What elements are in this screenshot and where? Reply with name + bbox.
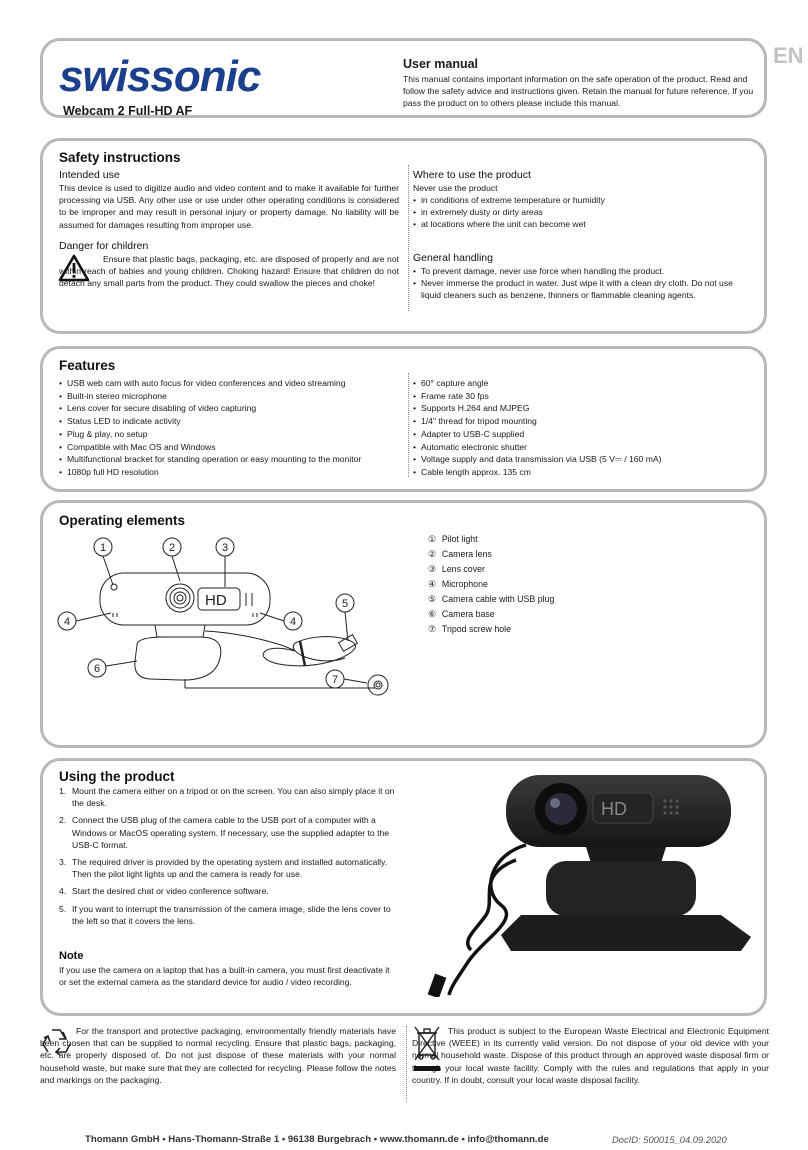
camera-body xyxy=(100,573,270,625)
general-handling-list xyxy=(413,265,753,302)
svg-text:6: 6 xyxy=(93,663,101,675)
list-item: • 1/4" thread for tripod mounting xyxy=(413,415,753,428)
product-name: Webcam 2 Full-HD AF xyxy=(63,104,193,118)
callout-6-icon xyxy=(88,659,137,677)
svg-text:7: 7 xyxy=(331,674,339,686)
list-item: • Cable length approx. 135 cm xyxy=(413,466,753,479)
using-steps xyxy=(59,785,395,932)
swissonic-logo xyxy=(57,53,307,99)
callout-7-icon xyxy=(326,670,367,688)
list-item: • Multifunctional bracket for standing operation or easy mounting to the monitor xyxy=(59,453,404,466)
header-panel xyxy=(40,38,767,118)
svg-text:4: 4 xyxy=(63,616,71,628)
list-item: • Plug & play, no setup xyxy=(59,428,404,441)
danger-children-text: Ensure that plastic bags, packaging, etc. are disposed of properly and are not within reach of babies and young children. Choking hazard! Ensure that children do not detach any small parts from the product. They could swallow the pieces and choke! xyxy=(59,254,399,289)
features-left-list xyxy=(59,377,404,479)
general-handling-heading: General handling xyxy=(413,252,493,264)
svg-text:2: 2 xyxy=(168,542,176,554)
legend-item: ⑤ Camera cable with USB plug xyxy=(428,593,555,604)
list-item: • Frame rate 30 fps xyxy=(413,390,753,403)
list-item: • Never immerse the product in water. Just wipe it with a clean dry cloth. Do not use liquid cleaners such as benzene, thinners or flammable cleaning agents. xyxy=(413,277,753,301)
column-divider xyxy=(406,1026,408,1102)
safety-panel xyxy=(40,138,767,334)
list-item: • in extremely dusty or dirty areas xyxy=(413,206,753,218)
list-item: • Supports H.264 and MJPEG xyxy=(413,402,753,415)
legend-item: ⑦ Tripod screw hole xyxy=(428,623,511,634)
elements-legend xyxy=(428,533,628,638)
operating-title: Operating elements xyxy=(59,513,186,528)
packaging-text: For the transport and protective packaging, environmentally friendly materials have been chosen that can be supplied to normal recycling. Ensure that plastic bags, packaging, etc. are properly disposed of. Do not just dispose of these materials with your normal household waste, but make sure that they are collected for recycling. Please follow the notes and markings on the packaging. xyxy=(40,1026,396,1085)
where-to-use-intro: Never use the product xyxy=(413,183,498,193)
hd-label: HD xyxy=(205,592,227,609)
intended-use-text: This device is used to digitize audio and video content and to make it available for further processing via USB. Any other use or use under other operating conditions is considered to be improper and may result in personal injury or property damage. No liability will be assumed for damages resulting from improper use. xyxy=(59,183,399,230)
manual-title: User manual xyxy=(403,57,479,71)
list-item: • Lens cover for secure disabling of video capturing xyxy=(59,402,404,415)
callout-4-icon xyxy=(58,612,111,630)
svg-text:4: 4 xyxy=(289,616,297,628)
legend-item: ⑥ Camera base xyxy=(428,608,495,619)
list-item: • Built-in stereo microphone xyxy=(59,390,404,403)
legend-item: ③ Lens cover xyxy=(428,563,485,574)
list-item: • To prevent damage, never use force when handling the product. xyxy=(413,265,753,277)
callout-3-icon xyxy=(216,538,234,587)
legend-item: ④ Microphone xyxy=(428,578,488,589)
intended-use-heading: Intended use xyxy=(59,169,120,181)
features-panel xyxy=(40,346,767,492)
where-to-use-list xyxy=(413,194,753,231)
webcam-photo xyxy=(421,765,761,997)
safety-title: Safety instructions xyxy=(59,150,181,165)
operating-panel xyxy=(40,500,767,748)
list-item: • 1080p full HD resolution xyxy=(59,466,404,479)
list-item: 3. The required driver is provided by the operating system and installed automatically. Then the pilot light lights up and the camera is ready for use. xyxy=(59,857,388,880)
list-item: 5. If you want to interrupt the transmission of the camera image, slide the lens cover to the left so that it covers the lens. xyxy=(59,903,391,926)
list-item: • USB web cam with auto focus for video conferences and video streaming xyxy=(59,377,404,390)
manual-text: This manual contains important information on the safe operation of the product. Read and follow the safety advice and instructions given. Retain the manual for future reference. If you pass the product on to others please include this manual. xyxy=(403,74,754,109)
list-item: • Voltage supply and data transmission via USB (5 V⎓ / 160 mA) xyxy=(413,453,753,466)
logo-text: swissonic xyxy=(59,53,261,99)
features-title: Features xyxy=(59,358,116,373)
column-divider xyxy=(408,165,410,311)
note-text: If you use the camera on a laptop that has a built-in camera, you must first deactivate it or set the external camera as the standard device for audio / video recording. xyxy=(59,965,390,988)
using-panel xyxy=(40,758,767,1016)
list-item: • at locations where the unit can become wet xyxy=(413,218,753,230)
photo-hd-label: HD xyxy=(601,799,627,819)
list-item: 4. Start the desired chat or video conference software. xyxy=(59,886,269,897)
list-item: • 60° capture angle xyxy=(413,377,753,390)
svg-text:5: 5 xyxy=(341,598,349,610)
legend-item: ① Pilot light xyxy=(428,534,478,544)
weee-text: This product is subject to the European Waste Electrical and Electronic Equipment Directive (WEEE) in its currently valid version. Do not dispose of your old device with your normal household waste. Dispose of this product through an approved waste disposal firm or through your local waste facility. Comply with the rules and regulations that apply in your country. If in doubt, consult your local waste disposal facility. xyxy=(412,1026,769,1085)
list-item: 2. Connect the USB plug of the camera cable to the USB port of a computer with a Windows or MacOS operating system. If necessary, use the supplied adapter to the USB-C format. xyxy=(59,815,390,850)
webcam-diagram xyxy=(55,533,405,703)
footer-docid: DocID: 500015_04.09.2020 xyxy=(612,1134,727,1145)
danger-children-heading: Danger for children xyxy=(59,240,149,252)
list-item: 1. Mount the camera either on a tripod or on the screen. You can also simply place it on the desk. xyxy=(59,786,395,809)
svg-text:1: 1 xyxy=(99,542,107,554)
legend-item: ② Camera lens xyxy=(428,548,492,559)
list-item: • in conditions of extreme temperature or humidity xyxy=(413,194,753,206)
svg-text:3: 3 xyxy=(221,542,229,554)
callout-5-icon xyxy=(336,594,354,641)
note-heading: Note xyxy=(59,950,84,962)
language-tag: EN xyxy=(773,43,804,68)
where-to-use-heading: Where to use the product xyxy=(413,169,531,181)
using-title: Using the product xyxy=(59,769,175,784)
list-item: • Compatible with Mac OS and Windows xyxy=(59,441,404,454)
list-item: • Status LED to indicate activity xyxy=(59,415,404,428)
features-right-list xyxy=(413,377,753,479)
list-item: • Automatic electronic shutter xyxy=(413,441,753,454)
list-item: • Adapter to USB-C supplied xyxy=(413,428,753,441)
column-divider xyxy=(408,373,410,477)
footer-company: Thomann GmbH • Hans-Thomann-Straße 1 • 96138 Burgebrach • www.thomann.de • info@thomann.de xyxy=(85,1134,549,1145)
callout-2-icon xyxy=(163,538,181,581)
